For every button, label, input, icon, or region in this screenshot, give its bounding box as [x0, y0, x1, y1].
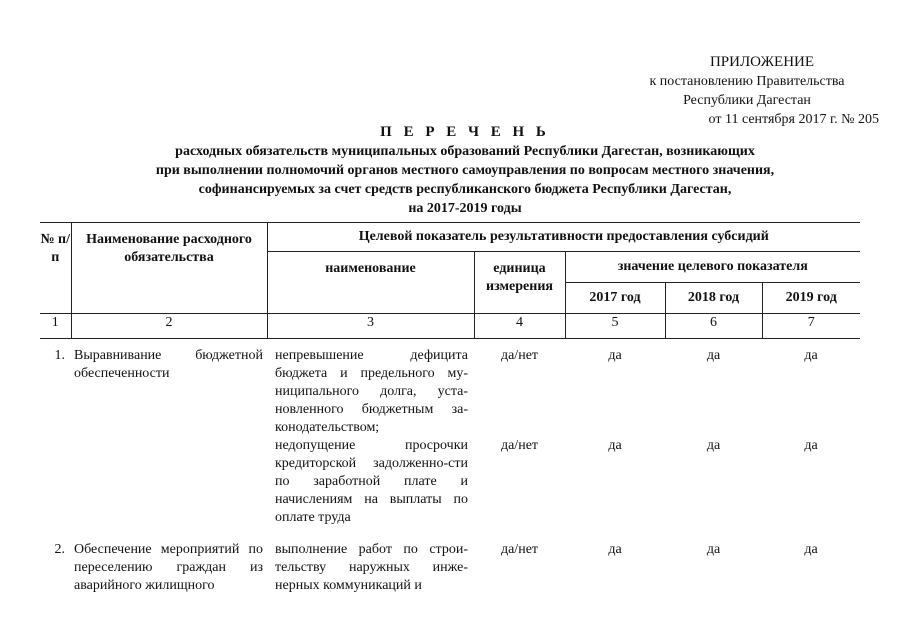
column-number: 6 — [665, 314, 762, 339]
indicator-unit: да/нет — [500, 348, 539, 363]
heading-line: расходных обязательств муниципальных образований Республики Дагестан, возникающих — [175, 144, 755, 159]
heading-line: софинансируемых за счет средств республиканского бюджета Республики Дагестан, — [198, 182, 732, 197]
appendix-line: к постановлению Правительства — [649, 74, 845, 89]
header-obligation: Наименование расходного обязательства — [71, 223, 267, 314]
indicator-unit: да/нет — [500, 542, 539, 557]
value-2019: да — [804, 438, 818, 453]
header-2017: 2017 год — [565, 283, 665, 314]
header-indicator-group: Целевой показатель результативности предоставления субсидий — [267, 223, 860, 252]
header-num: № п/п — [40, 223, 71, 314]
value-2017: да — [608, 542, 622, 557]
header-unit: единица измерения — [474, 252, 565, 314]
column-number: 5 — [565, 314, 665, 339]
header-value-group: значение целевого показателя — [565, 252, 860, 283]
appendix-line: Республики Дагестан — [683, 93, 811, 108]
appendix-block — [617, 53, 877, 129]
table-row — [40, 541, 860, 595]
obligation-name: Выравнивание бюджетной обеспеченности — [74, 348, 263, 381]
heading-line: при выполнении полномочий органов местного самоуправления по вопросам местного значения, — [155, 163, 775, 178]
table-row — [40, 347, 860, 437]
value-2019: да — [804, 348, 818, 363]
column-number: 4 — [474, 314, 565, 339]
header-2019: 2019 год — [762, 283, 860, 314]
column-number: 1 — [40, 314, 71, 339]
heading-line: на 2017-2019 годы — [408, 201, 522, 216]
row-number: 2. — [54, 542, 65, 557]
value-2019: да — [804, 542, 818, 557]
indicator-name: непревышение дефицита бюджета и предельного му-ниципального долга, уста-новленного бюджетным за-конодательством; — [275, 348, 468, 435]
header-name: наименование — [267, 252, 474, 314]
value-2018: да — [706, 542, 721, 557]
header-2018: 2018 год — [665, 283, 762, 314]
indicator-name: недопущение просрочки кредиторской задолженно-сти по заработной плате и начислениям на выплаты по оплате труда — [275, 438, 468, 525]
document-heading — [40, 123, 890, 218]
indicator-name: выполнение работ по строи-тельству наружных инже-нерных коммуникаций и — [275, 542, 468, 593]
value-2018: да — [706, 348, 721, 363]
appendix-date-line: от 11 сентября 2017 г. № 205 — [708, 112, 879, 127]
value-2017: да — [608, 348, 622, 363]
indicator-unit: да/нет — [500, 438, 539, 453]
document-title: П Е Р Е Ч Е Н Ь — [380, 124, 550, 140]
column-number: 3 — [267, 314, 474, 339]
column-number: 2 — [71, 314, 267, 339]
row-number: 1. — [54, 348, 65, 363]
appendix-title: ПРИЛОЖЕНИЕ — [709, 54, 815, 70]
column-number: 7 — [762, 314, 860, 339]
column-number-row — [40, 314, 860, 339]
value-2018: да — [706, 438, 721, 453]
value-2017: да — [608, 438, 622, 453]
obligations-table — [40, 222, 860, 595]
obligation-name: Обеспечение мероприятий по переселению граждан из аварийного жилищного — [74, 542, 263, 593]
